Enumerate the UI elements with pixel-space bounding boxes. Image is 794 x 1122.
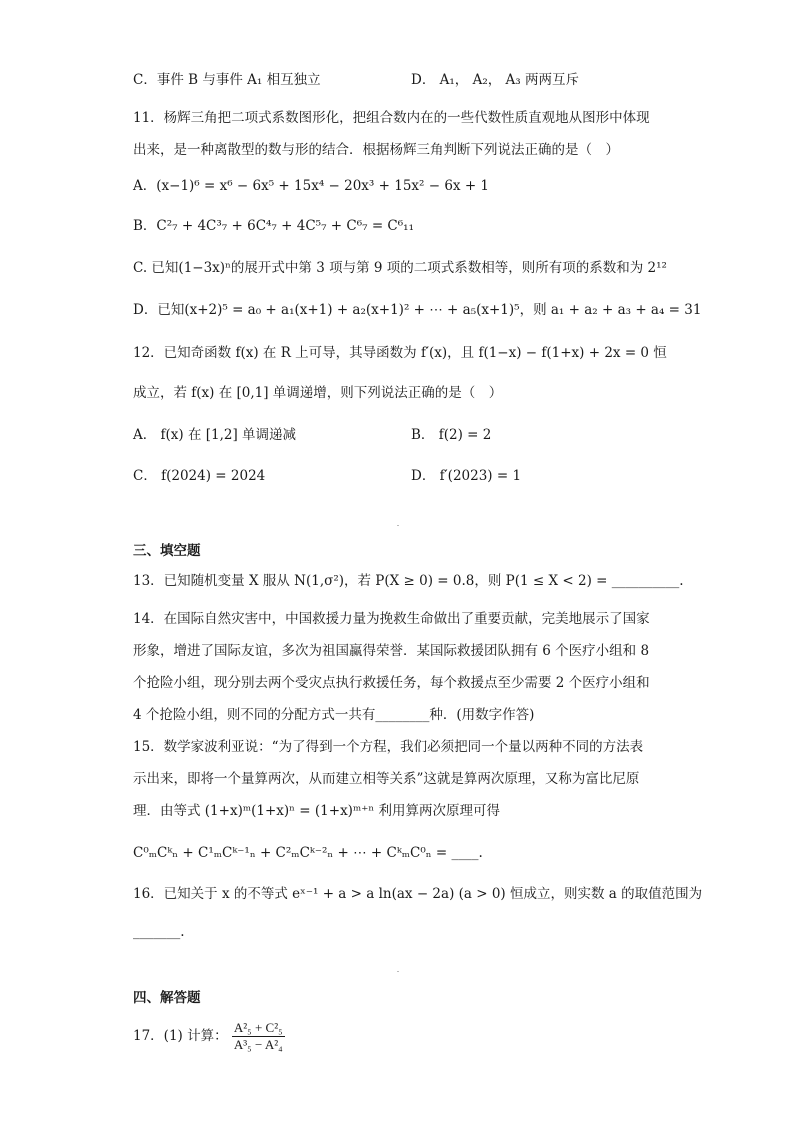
q16-line2: _______.: [133, 924, 185, 940]
q14-line3: 个抢险小组，现分别去两个受灾点执行救援任务，每个救援点至少需要 2 个医疗小组和: [133, 675, 650, 691]
separator-dot: [397, 525, 399, 526]
q15-line3: 理．由等式 (1+x)ᵐ(1+x)ⁿ = (1+x)ᵐ⁺ⁿ 利用算两次原理可得: [133, 803, 500, 819]
q17-numerator: A²₅ + C²₅: [233, 1020, 283, 1035]
q17-denominator: A³₅ − A²₄: [233, 1037, 283, 1052]
q11-option-b: B．C²₇ + 4C³₇ + 6C⁴₇ + 4C⁵₇ + C⁶₇ = C⁶₁₁: [133, 218, 414, 234]
q13-text: 13．已知随机变量 X 服从 N(1,σ²)，若 P(X ≥ 0) = 0.8，则 P(1 ≤ X < 2) = __________.: [133, 573, 684, 589]
q12-stem-line1: 12．已知奇函数 f(x) 在 R 上可导，其导函数为 f′(x)，且 f(1−x) − f(1+x) + 2x = 0 恒: [133, 345, 667, 361]
q16-line1: 16．已知关于 x 的不等式 eˣ⁻¹ + a > a ln(ax − 2a) (a > 0) 恒成立，则实数 a 的取值范围为: [133, 886, 703, 902]
q14-line4: 4 个抢险小组，则不同的分配方式一共有________种．(用数字作答): [133, 707, 535, 723]
q10-option-c: C．事件 B 与事件 A₁ 相互独立: [133, 72, 321, 88]
q12-option-b: B． f(2) = 2: [411, 427, 492, 443]
q17-label: 17．(1) 计算：: [133, 1028, 228, 1044]
separator-dot: [397, 971, 399, 972]
q15-line2: 示出来，即将一个量算两次，从而建立相等关系”这就是算两次原理，又称为富比尼原: [133, 771, 640, 787]
section-title-solutions: 四、解答题: [133, 990, 201, 1006]
q11-stem-line1: 11．杨辉三角把二项式系数图形化，把组合数内在的一些代数性质直观地从图形中体现: [133, 110, 650, 126]
q15-line1: 15．数学家波利亚说：“为了得到一个方程，我们必须把同一个量以两种不同的方法表: [133, 739, 644, 755]
section-title-fill-blank: 三、填空题: [133, 543, 201, 559]
q12-stem-line2: 成立，若 f(x) 在 [0,1] 单调递增，则下列说法正确的是（ ）: [133, 385, 503, 401]
q17-part1: [133, 1018, 285, 1054]
q11-stem-line2: 出来，是一种离散型的数与形的结合．根据杨辉三角判断下列说法正确的是（ ）: [133, 142, 619, 158]
q11-option-c: C. 已知(1−3x)ⁿ的展开式中第 3 项与第 9 项的二项式系数相等，则所有项的系数和为 2¹²: [133, 260, 667, 276]
q17-fraction: [232, 1020, 285, 1053]
q14-line1: 14．在国际自然灾害中，中国救援力量为挽救生命做出了重要贡献，完美地展示了国家: [133, 611, 650, 627]
q12-option-d: D． f′(2023) = 1: [411, 468, 522, 484]
q12-option-a: A． f(x) 在 [1,2] 单调递减: [133, 427, 297, 443]
q11-option-a: A．(x−1)⁶ = x⁶ − 6x⁵ + 15x⁴ − 20x³ + 15x² − 6x + 1: [133, 178, 490, 194]
q12-option-c: C． f(2024) = 2024: [133, 468, 266, 484]
q10-option-d: D． A₁， A₂， A₃ 两两互斥: [411, 72, 579, 88]
q15-line4: C⁰ₘCᵏₙ + C¹ₘCᵏ⁻¹ₙ + C²ₘCᵏ⁻²ₙ + ⋯ + CᵏₘC⁰ₙ = ____.: [133, 845, 483, 861]
q14-line2: 形象，增进了国际友谊，多次为祖国赢得荣誉．某国际救援团队拥有 6 个医疗小组和 8: [133, 643, 650, 659]
q11-option-d: D．已知(x+2)⁵ = a₀ + a₁(x+1) + a₂(x+1)² + ⋯ + a₅(x+1)⁵，则 a₁ + a₂ + a₃ + a₄ = 31: [133, 302, 702, 318]
